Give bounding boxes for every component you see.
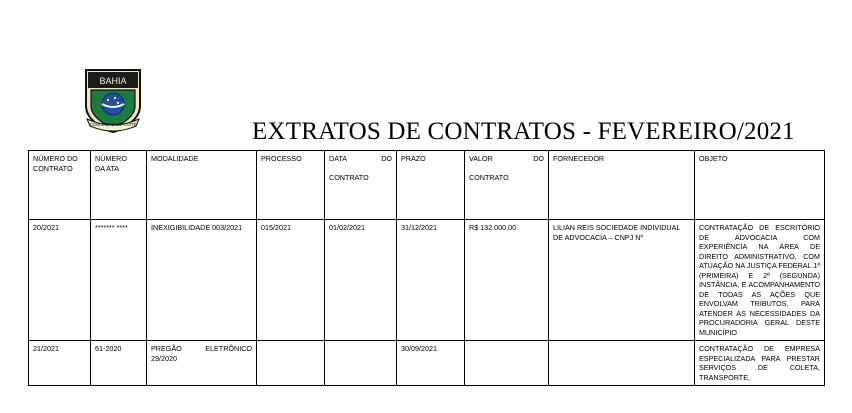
cell-numero-ata: 61-2020 <box>91 341 147 386</box>
header-line-1: PRAZO <box>401 154 426 163</box>
header-line-1: OBJETO <box>699 154 728 163</box>
column-header-modalidade <box>147 151 257 220</box>
header-line-1: FORNECEDOR <box>553 154 605 163</box>
cell-numero-contrato: 21/2021 <box>29 341 91 386</box>
column-header-valor-contrato <box>465 151 549 220</box>
column-header-objeto <box>695 151 825 220</box>
column-header-numero-ata <box>91 151 147 220</box>
column-header-data-contrato <box>325 151 397 220</box>
cell-objeto: CONTRATAÇÃO DE ESCRITÓRIO DE ADVOCACIA COM EXPERIÊNCIA NA ÁREA DE DIREITO ADMINISTRATIVO, COM ATUAÇÃO NA JUSTIÇA FEDERAL 1ª (PRIMEIRA) E 2ª (SEGUNDA) INSTÂNCIA, E ACOMPANHAMENTO DE TODAS AS AÇÕES QUE ENVOLVAM TRIBUTOS, PARA ATENDER AS NECESSIDADES DA PROCURADORIA GERAL DESTE MUNICÍPIO <box>695 220 825 341</box>
document-header <box>0 0 852 148</box>
table-row <box>29 220 825 341</box>
column-header-numero-contrato <box>29 151 91 220</box>
cell-prazo: 30/09/2021 <box>397 341 465 386</box>
cell-fornecedor: LILIAN REIS SOCIEDADE INDIVIDUAL DE ADVOCACIA – CNPJ Nº <box>549 220 695 341</box>
table-header-row <box>29 151 825 220</box>
header-line-2: CONTRATO <box>329 173 369 182</box>
cell-numero-ata: ******* **** <box>91 220 147 341</box>
header-line-1: VALOR DO <box>469 154 544 163</box>
cell-valor-contrato <box>465 341 549 386</box>
contracts-table-container <box>28 150 824 386</box>
cell-objeto: CONTRATAÇÃO DE EMPRESA ESPECIALIZADA PARA PRESTAR SERVIÇOS DE COLETA, TRANSPORTE, <box>695 341 825 386</box>
column-header-prazo <box>397 151 465 220</box>
header-line-1: NÚMERO <box>95 154 127 163</box>
column-header-processo <box>257 151 325 220</box>
page-title: EXTRATOS DE CONTRATOS - FEVEREIRO/2021 <box>252 118 795 145</box>
table-row <box>29 341 825 386</box>
cell-valor-contrato: R$ 132.000,00 <box>465 220 549 341</box>
cell-fornecedor <box>549 341 695 386</box>
header-line-1: MODALIDADE <box>151 154 199 163</box>
header-line-2: DA ATA <box>95 163 120 173</box>
cell-numero-contrato: 20/2021 <box>29 220 91 341</box>
header-line-1: PROCESSO <box>261 154 302 163</box>
cell-modalidade: INEXIGIBILIDADE 003/2021 <box>147 220 257 341</box>
header-line-1: NÚMERO DO <box>33 154 78 163</box>
cell-prazo: 31/12/2021 <box>397 220 465 341</box>
column-header-fornecedor <box>549 151 695 220</box>
cell-data-contrato <box>325 341 397 386</box>
contracts-table <box>28 150 825 386</box>
cell-processo: 015/2021 <box>257 220 325 341</box>
svg-text:BAHIA: BAHIA <box>99 76 127 86</box>
cell-modalidade: PREGÃO ELETRÔNICO 29/2020 <box>147 341 257 386</box>
header-line-2: CONTRATO <box>469 173 509 182</box>
header-line-1: DATA DO <box>329 154 392 163</box>
header-line-2: CONTRATO <box>33 163 73 173</box>
municipal-crest-icon <box>82 62 144 134</box>
cell-processo <box>257 341 325 386</box>
svg-text:CONCEIÇÃO DO COITÉ: CONCEIÇÃO DO COITÉ <box>89 122 137 127</box>
cell-data-contrato: 01/02/2021 <box>325 220 397 341</box>
